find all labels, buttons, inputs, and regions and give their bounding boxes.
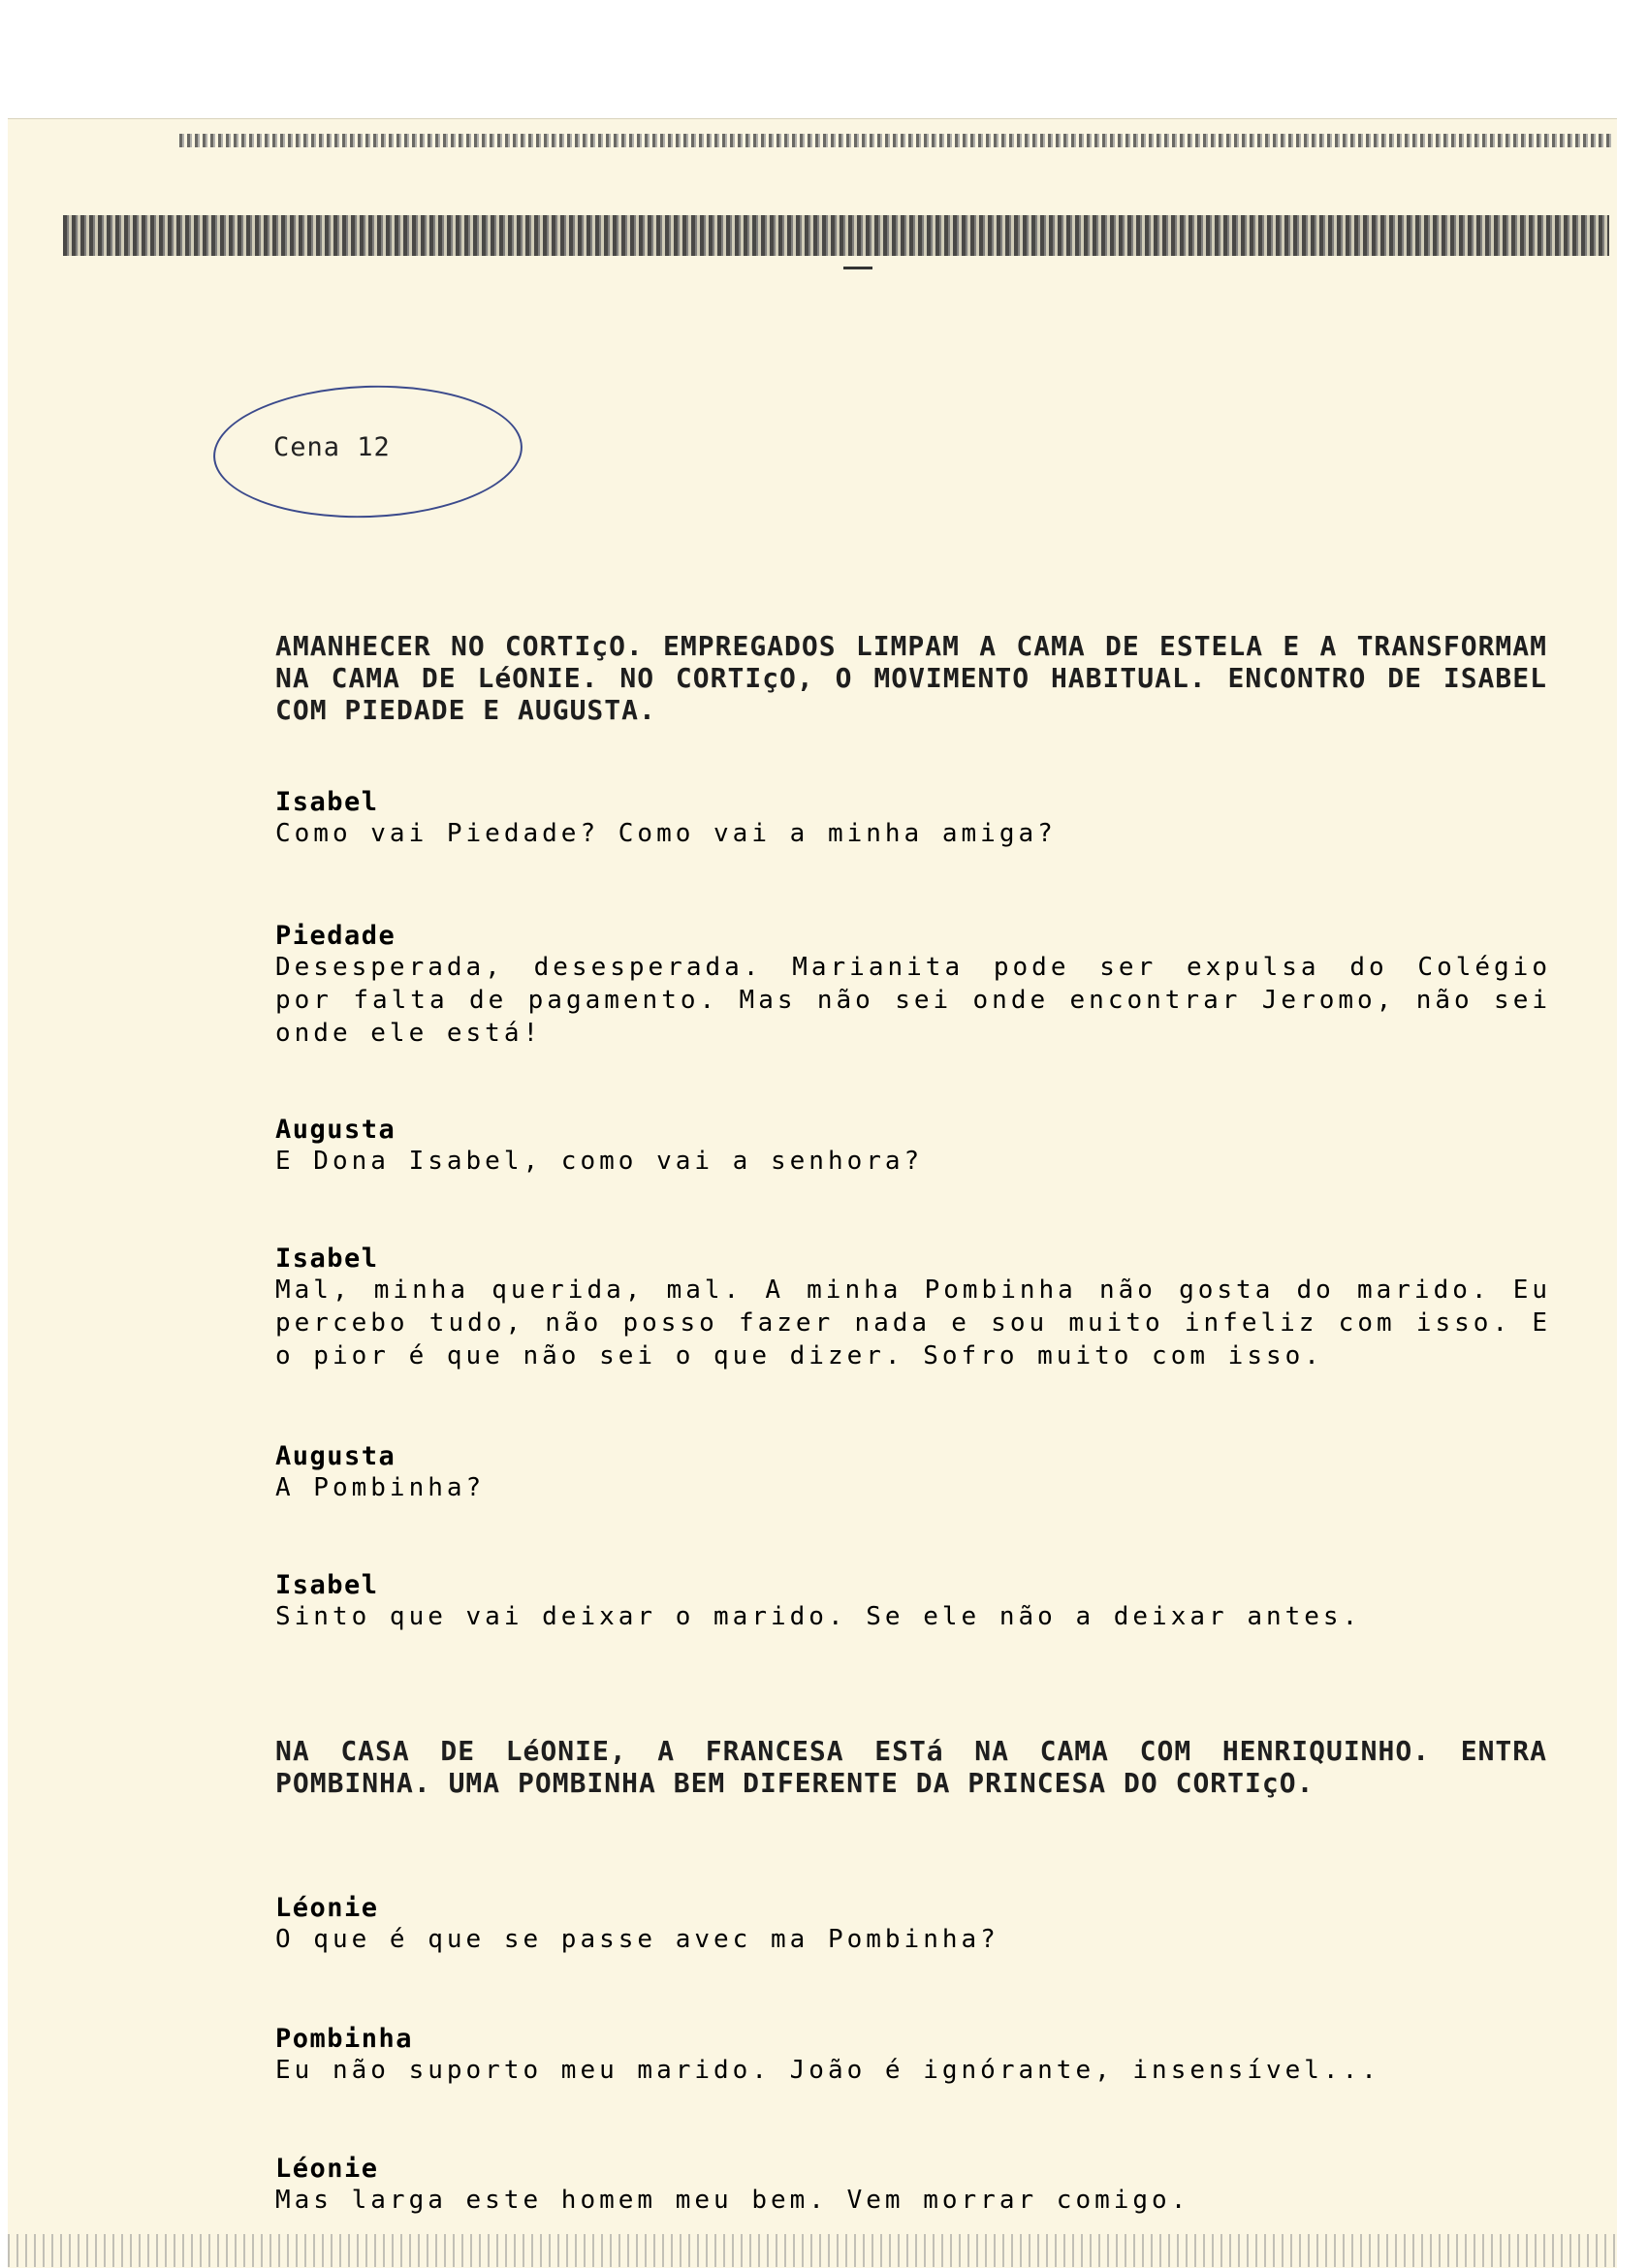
stage-direction: NA CASA DE LéONIE, A FRANCESA ESTá NA CAMA COM HENRIQUINHO. ENTRA POMBINHA. UMA POMBINHA BEM DIFERENTE DA PRINCESA DO CORTIçO.	[275, 1735, 1547, 1799]
dialogue-line: Mas larga este homem meu bem. Vem morrar comigo.	[275, 2186, 1190, 2215]
dialogue-block	[275, 1115, 1551, 1178]
dialogue-block	[275, 1570, 1551, 1633]
scan-artifact-band	[63, 215, 1609, 256]
dialogue-block	[275, 2154, 1551, 2217]
speaker-name: Augusta	[275, 1441, 396, 1471]
scan-artifact-bottom	[8, 2234, 1617, 2267]
speaker-name: Isabel	[275, 1244, 379, 1274]
dialogue-block	[275, 1441, 1551, 1504]
dialogue-block	[275, 787, 1551, 850]
dialogue-line: O que é que se passe avec ma Pombinha?	[275, 1925, 999, 1954]
scan-mark	[843, 267, 872, 269]
dialogue-line: E Dona Isabel, como vai a senhora?	[275, 1147, 924, 1176]
speaker-name: Léonie	[275, 1893, 379, 1923]
speaker-name: Léonie	[275, 2154, 379, 2184]
dialogue-line: Mal, minha querida, mal. A minha Pombinha não gosta do marido. Eu percebo tudo, não posso fazer nada e sou muito infeliz com isso. E o pior é que não sei o que dizer. Sofro muito com isso.	[275, 1276, 1551, 1370]
speaker-name: Isabel	[275, 787, 379, 817]
speaker-name: Isabel	[275, 1570, 379, 1600]
scan-artifact-top	[179, 134, 1614, 147]
dialogue-line: Desesperada, desesperada. Marianita pode ser expulsa do Colégio por falta de pagamento. Mas não sei onde encontrar Jeromo, não sei onde ele está!	[275, 953, 1551, 1048]
dialogue-line: Eu não suporto meu marido. João é ignórante, insensível...	[275, 2056, 1380, 2085]
stage-direction: AMANHECER NO CORTIçO. EMPREGADOS LIMPAM A CAMA DE ESTELA E A TRANSFORMAM NA CAMA DE LéONIE. NO CORTIçO, O MOVIMENTO HABITUAL. ENCONTRO DE ISABEL COM PIEDADE E AUGUSTA.	[275, 630, 1547, 726]
scene-label: Cena 12	[273, 432, 391, 462]
dialogue-block	[275, 2024, 1551, 2087]
dialogue-block	[275, 1244, 1551, 1372]
dialogue-block	[275, 1893, 1551, 1956]
dialogue-line: Como vai Piedade? Como vai a minha amiga?	[275, 819, 1057, 848]
dialogue-line: A Pombinha?	[275, 1473, 486, 1502]
speaker-name: Pombinha	[275, 2024, 414, 2054]
dialogue-block	[275, 921, 1551, 1050]
speaker-name: Augusta	[275, 1115, 396, 1145]
dialogue-line: Sinto que vai deixar o marido. Se ele não a deixar antes.	[275, 1602, 1362, 1631]
speaker-name: Piedade	[275, 921, 396, 951]
